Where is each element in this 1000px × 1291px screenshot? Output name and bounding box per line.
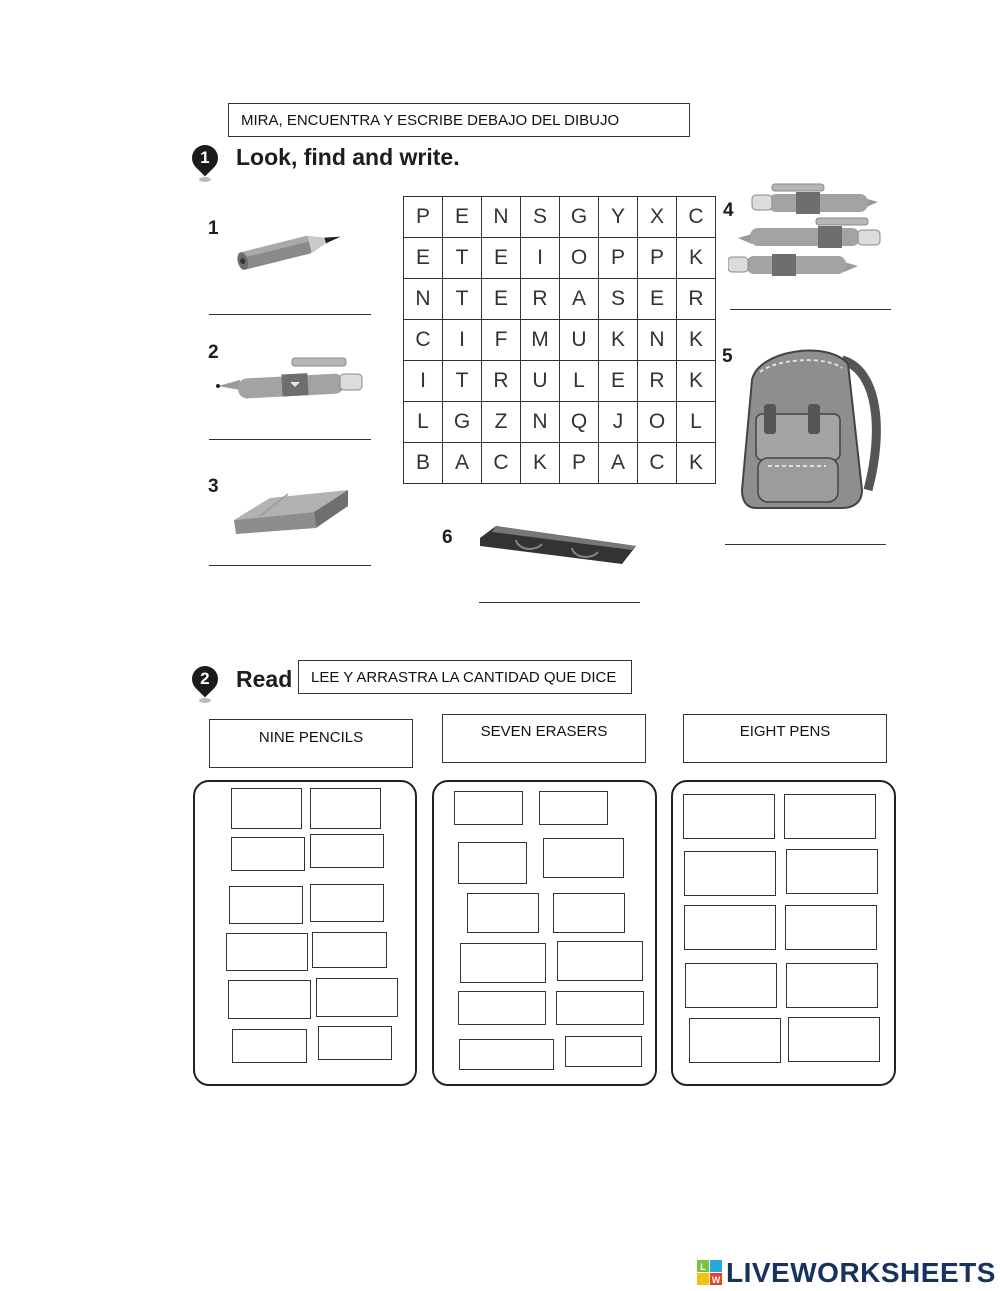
- logo-letter-w: W: [711, 1275, 721, 1285]
- answer-line-5[interactable]: [725, 544, 886, 545]
- wordsearch-cell[interactable]: R: [482, 361, 521, 402]
- wordsearch-cell[interactable]: S: [521, 197, 560, 238]
- item-number-1: 1: [208, 218, 219, 239]
- wordsearch-cell[interactable]: K: [677, 361, 716, 402]
- pen-icon: [212, 352, 368, 402]
- section2-number: 2: [200, 669, 210, 688]
- wordsearch-cell[interactable]: Y: [599, 197, 638, 238]
- drop-slot[interactable]: [788, 1017, 880, 1062]
- drop-slot[interactable]: [460, 943, 546, 983]
- section2-title: Read: [236, 666, 293, 692]
- ruler-icon: [476, 520, 644, 572]
- wordsearch-cell[interactable]: E: [482, 238, 521, 279]
- wordsearch-row: [404, 279, 716, 320]
- answer-line-2[interactable]: [209, 439, 371, 440]
- wordsearch-cell[interactable]: M: [521, 320, 560, 361]
- drop-slot[interactable]: [539, 791, 608, 825]
- wordsearch-cell[interactable]: C: [638, 443, 677, 484]
- drop-slot[interactable]: [232, 1029, 307, 1063]
- wordsearch-cell[interactable]: L: [560, 361, 599, 402]
- item-number-2: 2: [208, 342, 219, 363]
- drop-slot[interactable]: [683, 794, 775, 839]
- wordsearch-cell[interactable]: N: [404, 279, 443, 320]
- section1-number-badge: [192, 145, 218, 182]
- pens-icon: [728, 182, 896, 278]
- drop-slot[interactable]: [684, 851, 776, 896]
- wordsearch-cell[interactable]: E: [482, 279, 521, 320]
- drop-slot[interactable]: [458, 991, 546, 1025]
- wordsearch-cell[interactable]: P: [404, 197, 443, 238]
- wordsearch-cell[interactable]: L: [677, 402, 716, 443]
- wordsearch-cell[interactable]: K: [599, 320, 638, 361]
- drop-slot[interactable]: [556, 991, 644, 1025]
- wordsearch-cell[interactable]: O: [638, 402, 677, 443]
- answer-line-4[interactable]: [730, 309, 891, 310]
- drop-slot[interactable]: [684, 905, 776, 950]
- wordsearch-cell[interactable]: T: [443, 238, 482, 279]
- wordsearch-cell[interactable]: L: [404, 402, 443, 443]
- liveworksheets-logo: [697, 1257, 996, 1289]
- drop-slot[interactable]: [786, 849, 878, 894]
- wordsearch-cell[interactable]: R: [638, 361, 677, 402]
- drop-slot[interactable]: [231, 837, 305, 871]
- drop-slot[interactable]: [312, 932, 387, 968]
- wordsearch-cell[interactable]: F: [482, 320, 521, 361]
- wordsearch-cell[interactable]: C: [404, 320, 443, 361]
- section1-number: 1: [200, 148, 210, 167]
- wordsearch-cell[interactable]: T: [443, 361, 482, 402]
- answer-line-1[interactable]: [209, 314, 371, 315]
- liveworksheets-logo-icon: [697, 1260, 723, 1286]
- wordsearch-cell[interactable]: A: [599, 443, 638, 484]
- wordsearch-cell[interactable]: U: [521, 361, 560, 402]
- drop-slot[interactable]: [689, 1018, 781, 1063]
- section1-instruction-text: MIRA, ENCUENTRA Y ESCRIBE DEBAJO DEL DIBUJO: [241, 111, 620, 129]
- wordsearch-cell[interactable]: R: [521, 279, 560, 320]
- wordsearch-row: [404, 238, 716, 279]
- group-label-eight-pens: EIGHT PENS: [683, 714, 887, 763]
- drop-slot[interactable]: [565, 1036, 642, 1067]
- wordsearch-cell[interactable]: E: [443, 197, 482, 238]
- drop-slot[interactable]: [454, 791, 523, 825]
- wordsearch-cell[interactable]: I: [404, 361, 443, 402]
- group-label-seven-erasers: SEVEN ERASERS: [442, 714, 646, 763]
- wordsearch-cell[interactable]: I: [443, 320, 482, 361]
- wordsearch-cell[interactable]: S: [599, 279, 638, 320]
- backpack-icon: [738, 340, 886, 512]
- answer-line-3[interactable]: [209, 565, 371, 566]
- drop-slot[interactable]: [786, 963, 878, 1008]
- brand-name: LIVEWORKSHEETS: [726, 1257, 996, 1288]
- wordsearch-cell[interactable]: Q: [560, 402, 599, 443]
- logo-letter-l: L: [700, 1262, 706, 1272]
- section2-number-badge: [192, 666, 218, 703]
- answer-line-6[interactable]: [479, 602, 640, 603]
- wordsearch-cell[interactable]: O: [560, 238, 599, 279]
- wordsearch-cell[interactable]: K: [677, 443, 716, 484]
- wordsearch-cell[interactable]: B: [404, 443, 443, 484]
- section2-instruction-text: LEE Y ARRASTRA LA CANTIDAD QUE DICE: [311, 668, 617, 686]
- item-number-4: 4: [723, 200, 734, 221]
- wordsearch-cell[interactable]: T: [443, 279, 482, 320]
- wordsearch-cell[interactable]: U: [560, 320, 599, 361]
- drop-slot[interactable]: [458, 842, 527, 884]
- wordsearch-cell[interactable]: A: [443, 443, 482, 484]
- wordsearch-cell[interactable]: G: [443, 402, 482, 443]
- wordsearch-cell[interactable]: R: [677, 279, 716, 320]
- eraser-icon: [230, 482, 352, 538]
- wordsearch-cell[interactable]: E: [638, 279, 677, 320]
- drop-slot[interactable]: [553, 893, 625, 933]
- wordsearch-cell[interactable]: E: [599, 361, 638, 402]
- section1-instruction: [228, 103, 690, 137]
- wordsearch-cell[interactable]: N: [638, 320, 677, 361]
- wordsearch-cell[interactable]: N: [482, 197, 521, 238]
- drop-slot[interactable]: [231, 788, 302, 829]
- wordsearch-cell[interactable]: K: [677, 238, 716, 279]
- section2-instruction: [298, 660, 632, 694]
- drop-slot[interactable]: [785, 905, 877, 950]
- drop-slot[interactable]: [557, 941, 643, 981]
- wordsearch-cell[interactable]: X: [638, 197, 677, 238]
- wordsearch-cell[interactable]: Z: [482, 402, 521, 443]
- wordsearch-row: [404, 361, 716, 402]
- drop-slot[interactable]: [459, 1039, 554, 1070]
- wordsearch-row: [404, 443, 716, 484]
- drop-slot[interactable]: [310, 884, 384, 922]
- group-label-nine-pencils: NINE PENCILS: [209, 719, 413, 768]
- drop-slot[interactable]: [467, 893, 539, 933]
- drop-slot[interactable]: [318, 1026, 392, 1060]
- wordsearch-cell[interactable]: K: [521, 443, 560, 484]
- drop-slot[interactable]: [543, 838, 624, 878]
- wordsearch-cell[interactable]: I: [521, 238, 560, 279]
- wordsearch-cell[interactable]: P: [560, 443, 599, 484]
- drop-slot[interactable]: [310, 834, 384, 868]
- wordsearch-cell[interactable]: C: [677, 197, 716, 238]
- pencil-icon: [232, 222, 350, 274]
- drop-slot[interactable]: [228, 980, 311, 1019]
- drop-slot[interactable]: [685, 963, 777, 1008]
- wordsearch-row: [404, 197, 716, 238]
- wordsearch-cell[interactable]: G: [560, 197, 599, 238]
- wordsearch-grid: [403, 196, 716, 484]
- drop-slot[interactable]: [310, 788, 381, 829]
- drop-slot[interactable]: [229, 886, 303, 924]
- drop-slot[interactable]: [226, 933, 308, 971]
- wordsearch-cell[interactable]: C: [482, 443, 521, 484]
- wordsearch-row: [404, 320, 716, 361]
- wordsearch-cell[interactable]: E: [404, 238, 443, 279]
- wordsearch-cell[interactable]: P: [638, 238, 677, 279]
- wordsearch-row: [404, 402, 716, 443]
- wordsearch-cell[interactable]: A: [560, 279, 599, 320]
- item-number-6: 6: [442, 527, 453, 548]
- wordsearch-cell[interactable]: J: [599, 402, 638, 443]
- drop-slot[interactable]: [316, 978, 398, 1017]
- drop-slot[interactable]: [784, 794, 876, 839]
- wordsearch-cell[interactable]: P: [599, 238, 638, 279]
- wordsearch-cell[interactable]: K: [677, 320, 716, 361]
- section1-title: Look, find and write.: [236, 144, 460, 170]
- item-number-3: 3: [208, 476, 219, 497]
- wordsearch-cell[interactable]: N: [521, 402, 560, 443]
- item-number-5: 5: [722, 346, 733, 367]
